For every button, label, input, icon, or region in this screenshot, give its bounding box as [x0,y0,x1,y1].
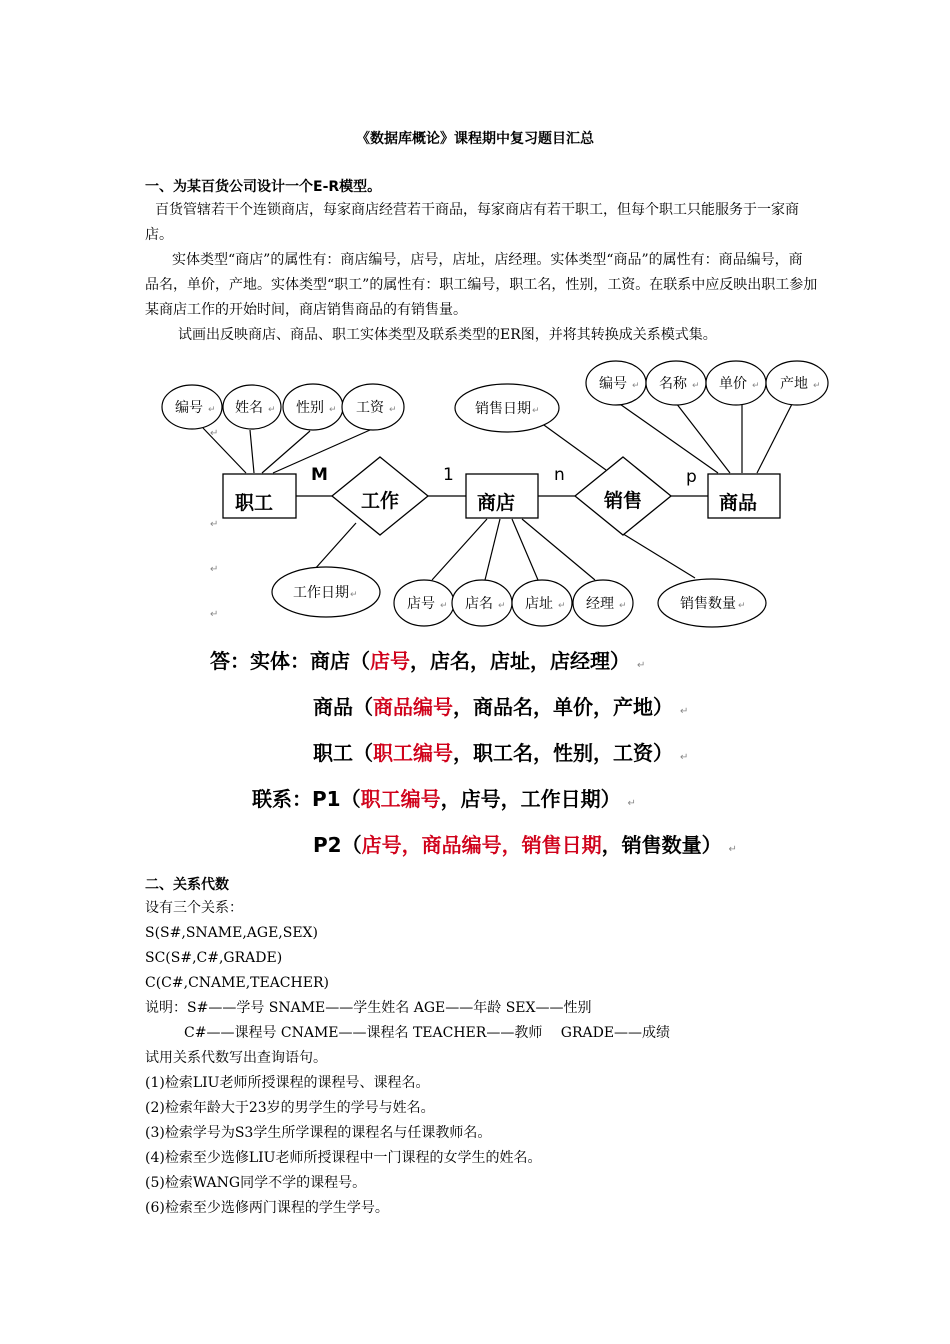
paragraph-line: 百货管辖若干个连锁商店，每家商店经营若干商品，每家商店有若干职工，但每个职工只能服务于一家商 [155,202,799,218]
answer-relation-p1 [252,783,636,812]
section-2-line: C(C#,CNAME,TEACHER) [145,975,329,991]
answer-text: 商品（ [313,695,373,719]
section-2-line: (6)检索至少选修两门课程的学生学号。 [145,1200,389,1216]
answer-key: 店号 [370,649,410,673]
section-2-line: (2)检索年龄大于23岁的男学生的学号与姓名。 [145,1100,435,1116]
employee-attr-label: 性别 [296,400,324,416]
section-2-line: C#——课程号 CNAME——课程名 TEACHER——教师 GRADE——成绩 [184,1025,671,1041]
goods-attr-label: 编号 [599,376,627,392]
paragraph-line: 某商店工作的开始时间，商店销售商品的有销售量。 [145,302,467,318]
cardinality-p: p [686,467,697,487]
paragraph-mark: ↵ [752,381,760,391]
answer-text: ，销售数量） [601,833,722,857]
answer-entity-employee [313,737,688,766]
employee-attr-label: 编号 [175,400,203,416]
paragraph-mark: ↵ [498,601,506,611]
entity-goods-label: 商品 [718,492,758,514]
answer-text: 职工（ [313,741,373,765]
answer-text: 商店（ [310,649,370,673]
relationship-sale-label: 销售 [603,490,643,512]
paragraph-mark: ↵ [210,609,219,620]
employee-attr-label: 姓名 [235,400,263,416]
answer-key: 商品编号 [373,695,453,719]
answer-text: P2（ [313,833,362,857]
section-2-line: 试用关系代数写出查询语句。 [145,1050,327,1066]
store-attr-label: 经理 [586,596,614,612]
goods-attr-label: 产地 [780,376,808,392]
entity-employee-label: 职工 [234,492,274,514]
paragraph-mark: ↵ [440,601,448,611]
answer-text: ，店名，店址，店经理） [410,649,630,673]
paragraph-mark: ↵ [208,405,216,415]
answer-text: P1（ [312,787,361,811]
goods-attr-label: 名称 [659,376,687,392]
section-2-heading: 二、关系代数 [145,877,229,893]
paragraph-mark: ↵ [738,601,746,611]
paragraph-mark: ↵ [268,405,276,415]
cardinality-n: n [554,465,565,485]
answer-key: 职工编号 [360,787,441,811]
paragraph-mark: ↵ [679,752,689,763]
answer-relation-p2 [313,829,737,858]
employee-attr-label: 工资 [356,400,384,416]
answer-prefix: 答：实体： [210,649,310,673]
answer-entity-goods [313,691,688,720]
section-2-line: (5)检索WANG同学不学的课程号。 [145,1175,367,1191]
section-2-line: S(S#,SNAME,AGE,SEX) [145,925,318,941]
sale-qty-label: 销售数量 [680,596,736,612]
section-2-line: 设有三个关系： [145,900,243,916]
paragraph-mark: ↵ [210,428,219,439]
paragraph-mark: ↵ [558,601,566,611]
store-attr-label: 店号 [407,596,435,612]
paragraph-mark: ↵ [632,381,640,391]
section-2-line: (1)检索LIU老师所授课程的课程号、课程名。 [145,1075,430,1091]
section-2-line: (4)检索至少选修LIU老师所授课程中一门课程的女学生的姓名。 [145,1150,542,1166]
paragraph-line: 试画出反映商店、商品、职工实体类型及联系类型的ER图，并将其转换成关系模式集。 [178,327,717,343]
answer-text: ，商品名，单价，产地） [453,695,673,719]
answer-key: 职工编号 [373,741,453,765]
cardinality-m: M [311,465,328,485]
answer-key: 店号，商品编号，销售日期 [361,833,602,857]
cardinality-1: 1 [443,465,454,485]
store-attr-label: 店址 [525,596,553,612]
answer-text: ，店号，工作日期） [440,787,621,811]
paragraph-line: 店。 [145,227,173,243]
paragraph-mark: ↵ [532,406,540,416]
paragraph-mark: ↵ [728,844,737,855]
document-title: 《数据库概论》课程期中复习题目汇总 [356,131,594,147]
paragraph-line: 实体类型“商店”的属性有：商店编号，店号，店址，店经理。实体类型“商品”的属性有：商品编号，商 [172,252,803,268]
answer-entity-store [210,645,645,674]
section-1-heading: 一、为某百货公司设计一个E-R模型。 [145,179,382,195]
paragraph-mark: ↵ [679,706,689,717]
work-date-label: 工作日期 [293,585,349,601]
paragraph-mark: ↵ [210,519,219,530]
section-2-line: 说明：S#——学号 SNAME——学生姓名 AGE——年龄 SEX——性别 [145,1000,592,1016]
paragraph-mark: ↵ [329,405,337,415]
section-2-line: (3)检索学号为S3学生所学课程的课程名与任课教师名。 [145,1125,492,1141]
paragraph-mark: ↵ [692,381,700,391]
answer-prefix: 联系： [252,787,312,811]
paragraph-line: 品名，单价，产地。实体类型“职工”的属性有：职工编号，职工名，性别，工资。在联系中应反映出职工参加 [145,277,818,293]
paragraph-mark: ↵ [813,381,821,391]
sale-date-label: 销售日期 [475,401,531,417]
paragraph-mark: ↵ [619,601,627,611]
paragraph-mark: ↵ [389,405,397,415]
relationship-work-label: 工作 [360,490,400,512]
er-diagram [0,355,950,640]
paragraph-mark: ↵ [350,590,358,600]
goods-attr-label: 单价 [719,376,747,392]
section-2-line: SC(S#,C#,GRADE) [145,950,283,966]
store-attr-label: 店名 [465,596,493,612]
answer-text: ，职工名，性别，工资） [453,741,673,765]
paragraph-mark: ↵ [636,660,646,671]
entity-store-label: 商店 [476,492,516,514]
paragraph-mark: ↵ [210,564,219,575]
paragraph-mark: ↵ [627,798,636,809]
